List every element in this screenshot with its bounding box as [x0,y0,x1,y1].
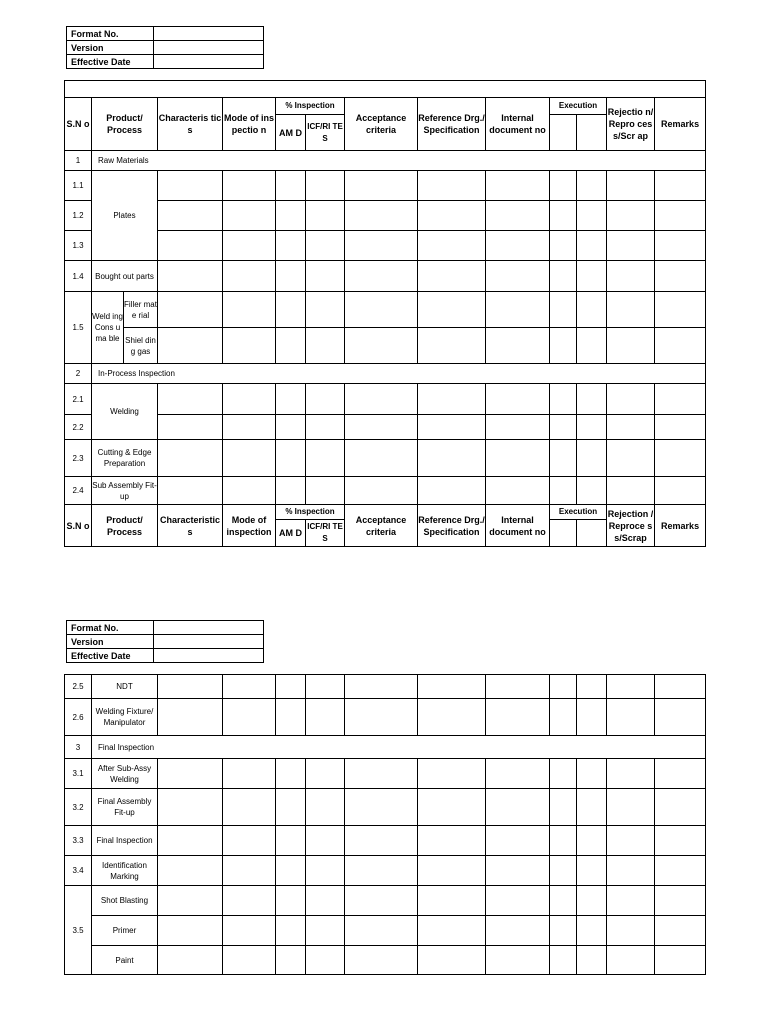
effective-date-value[interactable] [154,55,264,69]
cell[interactable] [418,946,486,975]
cell[interactable] [276,477,306,505]
format-no-label: Format No. [67,27,154,41]
cell[interactable] [276,886,306,916]
cell[interactable] [158,477,223,505]
cell[interactable] [607,759,655,789]
cell[interactable] [550,946,577,975]
cell[interactable] [276,328,306,364]
cell[interactable] [223,826,276,856]
cell[interactable] [577,477,607,505]
cell[interactable] [276,384,306,415]
footer-header-mode: Mode of inspection [223,505,276,547]
row-number: 3.3 [65,826,92,856]
cell[interactable] [655,789,706,826]
cell[interactable] [577,946,607,975]
footer-header-reference: Reference Drg./ Specification [418,505,486,547]
cell[interactable] [223,415,276,440]
cell[interactable] [577,699,607,736]
footer-header-amd: AM D [276,520,306,547]
cell[interactable] [655,171,706,201]
footer-header-pct-inspection: % Inspection [276,505,345,520]
cell[interactable] [655,292,706,328]
cell[interactable] [276,826,306,856]
cell[interactable] [223,440,276,477]
row-label: Shot Blasting [92,886,158,916]
cell[interactable] [306,826,345,856]
cell[interactable] [345,946,418,975]
row-label: Bought out parts [92,261,158,292]
row-number: 3.1 [65,759,92,789]
header-amd: AM D [276,115,306,151]
cell[interactable] [306,231,345,261]
cell[interactable] [223,856,276,886]
row-number: 1.5 [65,292,92,364]
cell[interactable] [607,292,655,328]
row-label: Weld ing Cons uma ble [92,292,124,364]
cell[interactable] [345,759,418,789]
cell[interactable] [607,261,655,292]
cell[interactable] [550,415,577,440]
cell[interactable] [223,292,276,328]
cell[interactable] [550,384,577,415]
section-title: Final Inspection [92,736,706,759]
row-number: 1.1 [65,171,92,201]
cell[interactable] [276,171,306,201]
cell[interactable] [655,759,706,789]
cell[interactable] [345,201,418,231]
cell[interactable] [655,916,706,946]
cell[interactable] [418,477,486,505]
row-label: Welding Fixture/ Manipulator [92,699,158,736]
cell[interactable] [345,826,418,856]
cell[interactable] [607,477,655,505]
row-label: Identification Marking [92,856,158,886]
cell[interactable] [486,201,550,231]
cell[interactable] [223,886,276,916]
cell[interactable] [276,675,306,699]
row-label: Final Assembly Fit-up [92,789,158,826]
cell[interactable] [607,856,655,886]
cell[interactable] [550,916,577,946]
cell[interactable] [607,699,655,736]
inspection-table-1 [64,80,706,547]
header-acceptance: Acceptance criteria [345,98,418,151]
inspection-table-2 [64,674,706,975]
cell[interactable] [158,826,223,856]
cell[interactable] [418,292,486,328]
cell[interactable] [577,415,607,440]
header-exec-1 [550,115,577,151]
cell[interactable] [345,789,418,826]
cell[interactable] [276,415,306,440]
cell[interactable] [607,826,655,856]
cell[interactable] [418,886,486,916]
cell[interactable] [223,477,276,505]
cell[interactable] [418,856,486,886]
version-value[interactable] [154,635,264,649]
cell[interactable] [486,231,550,261]
row-number: 2.6 [65,699,92,736]
row-number: 3.2 [65,789,92,826]
cell[interactable] [486,440,550,477]
cell[interactable] [607,675,655,699]
cell[interactable] [418,759,486,789]
format-block-2 [66,620,264,663]
cell[interactable] [577,886,607,916]
cell[interactable] [345,328,418,364]
cell[interactable] [418,916,486,946]
row-label: Final Inspection [92,826,158,856]
cell[interactable] [276,201,306,231]
cell[interactable] [158,856,223,886]
header-sno: S.N o [65,98,92,151]
cell[interactable] [577,789,607,826]
cell[interactable] [223,261,276,292]
section-title: In-Process Inspection [92,364,706,384]
cell[interactable] [345,261,418,292]
cell[interactable] [345,477,418,505]
row-number: 2.3 [65,440,92,477]
cell[interactable] [418,440,486,477]
effective-date-label: Effective Date [67,55,154,69]
cell[interactable] [158,916,223,946]
cell[interactable] [306,699,345,736]
cell[interactable] [306,946,345,975]
cell[interactable] [158,699,223,736]
cell[interactable] [223,699,276,736]
cell[interactable] [345,675,418,699]
effective-date-value[interactable] [154,649,264,663]
cell[interactable] [577,440,607,477]
cell[interactable] [223,675,276,699]
cell[interactable] [223,171,276,201]
row-label: Sub Assembly Fit-up [92,477,158,505]
cell[interactable] [577,292,607,328]
cell[interactable] [577,231,607,261]
cell[interactable] [306,886,345,916]
cell[interactable] [306,440,345,477]
effective-date-label: Effective Date [67,649,154,663]
version-label: Version [67,635,154,649]
cell[interactable] [276,759,306,789]
cell[interactable] [223,789,276,826]
cell[interactable] [607,886,655,916]
section-number: 3 [65,736,92,759]
cell[interactable] [486,292,550,328]
section-number: 1 [65,151,92,171]
cell[interactable] [306,292,345,328]
cell[interactable] [158,384,223,415]
cell[interactable] [306,789,345,826]
format-no-value[interactable] [154,621,264,635]
cell[interactable] [607,231,655,261]
cell[interactable] [158,886,223,916]
cell[interactable] [655,440,706,477]
cell[interactable] [486,699,550,736]
cell[interactable] [577,328,607,364]
row-sublabel: Filler mate rial [124,292,158,328]
cell[interactable] [655,886,706,916]
cell[interactable] [223,759,276,789]
footer-header-remarks: Remarks [655,505,706,547]
footer-header-icf: ICF/RI TES [306,520,345,547]
cell[interactable] [486,171,550,201]
footer-header-sno: S.N o [65,505,92,547]
cell[interactable] [306,759,345,789]
cell[interactable] [306,916,345,946]
cell[interactable] [655,231,706,261]
cell[interactable] [655,384,706,415]
header-remarks: Remarks [655,98,706,151]
cell[interactable] [306,675,345,699]
cell[interactable] [486,886,550,916]
cell[interactable] [577,201,607,231]
cell[interactable] [486,415,550,440]
cell[interactable] [655,946,706,975]
cell[interactable] [655,856,706,886]
version-label: Version [67,41,154,55]
cell[interactable] [158,292,223,328]
header-characteristics: Characteris tics [158,98,223,151]
cell[interactable] [306,384,345,415]
row-number: 1.2 [65,201,92,231]
cell[interactable] [550,261,577,292]
header-icf: ICF/RI TES [306,115,345,151]
cell[interactable] [486,916,550,946]
cell[interactable] [158,789,223,826]
cell[interactable] [158,440,223,477]
footer-header-exec-1 [550,520,577,547]
cell[interactable] [345,384,418,415]
cell[interactable] [418,261,486,292]
header-reference: Reference Drg./ Specification [418,98,486,151]
cell[interactable] [655,261,706,292]
cell[interactable] [158,231,223,261]
cell[interactable] [223,916,276,946]
format-no-label: Format No. [67,621,154,635]
cell[interactable] [306,171,345,201]
cell[interactable] [306,415,345,440]
cell[interactable] [158,261,223,292]
cell[interactable] [486,675,550,699]
cell[interactable] [158,201,223,231]
cell[interactable] [418,384,486,415]
cell[interactable] [607,946,655,975]
row-number: 2.5 [65,675,92,699]
cell[interactable] [276,440,306,477]
cell[interactable] [345,916,418,946]
header-pct-inspection: % Inspection [276,98,345,115]
cell[interactable] [486,826,550,856]
footer-header-internal-doc: Internal document no [486,505,550,547]
cell[interactable] [486,789,550,826]
cell[interactable] [276,789,306,826]
cell[interactable] [550,759,577,789]
table-title-row [65,81,706,98]
cell[interactable] [418,171,486,201]
footer-header-execution: Execution [550,505,607,520]
cell[interactable] [550,699,577,736]
cell[interactable] [550,171,577,201]
row-number: 1.3 [65,231,92,261]
row-number: 2.2 [65,415,92,440]
cell[interactable] [306,477,345,505]
cell[interactable] [577,826,607,856]
cell[interactable] [345,856,418,886]
cell[interactable] [418,789,486,826]
row-label: NDT [92,675,158,699]
cell[interactable] [158,946,223,975]
cell[interactable] [577,856,607,886]
cell[interactable] [158,328,223,364]
cell[interactable] [345,415,418,440]
cell[interactable] [223,231,276,261]
cell[interactable] [486,328,550,364]
cell[interactable] [655,328,706,364]
cell[interactable] [276,856,306,886]
cell[interactable] [276,916,306,946]
cell[interactable] [607,789,655,826]
cell[interactable] [418,675,486,699]
section-title: Raw Materials [92,151,706,171]
cell[interactable] [486,384,550,415]
cell[interactable] [345,231,418,261]
format-block-1 [66,26,264,69]
cell[interactable] [607,171,655,201]
cell[interactable] [550,231,577,261]
cell[interactable] [158,415,223,440]
cell[interactable] [577,916,607,946]
cell[interactable] [486,946,550,975]
cell[interactable] [550,477,577,505]
cell[interactable] [418,231,486,261]
cell[interactable] [655,477,706,505]
row-number: 2.4 [65,477,92,505]
cell[interactable] [655,826,706,856]
cell[interactable] [550,440,577,477]
cell[interactable] [550,856,577,886]
cell[interactable] [655,415,706,440]
cell[interactable] [345,440,418,477]
cell[interactable] [223,328,276,364]
cell[interactable] [276,231,306,261]
cell[interactable] [550,201,577,231]
cell[interactable] [550,886,577,916]
cell[interactable] [345,886,418,916]
cell[interactable] [276,292,306,328]
format-no-value[interactable] [154,27,264,41]
cell[interactable] [655,675,706,699]
row-label: Paint [92,946,158,975]
cell[interactable] [607,916,655,946]
header-exec-2 [577,115,607,151]
header-mode: Mode of inspectio n [223,98,276,151]
row-label: Primer [92,916,158,946]
cell[interactable] [418,328,486,364]
cell[interactable] [577,759,607,789]
cell[interactable] [158,171,223,201]
footer-header-rejection: Rejection /Reproce ss/Scrap [607,505,655,547]
cell[interactable] [345,292,418,328]
cell[interactable] [345,171,418,201]
cell[interactable] [345,699,418,736]
cell[interactable] [655,201,706,231]
cell[interactable] [418,699,486,736]
cell[interactable] [306,261,345,292]
cell[interactable] [550,675,577,699]
row-number: 3.5 [65,886,92,975]
cell[interactable] [418,415,486,440]
cell[interactable] [158,759,223,789]
row-label: Plates [92,171,158,261]
footer-header-exec-2 [577,520,607,547]
cell[interactable] [223,946,276,975]
cell[interactable] [607,384,655,415]
row-number: 2.1 [65,384,92,415]
row-number: 1.4 [65,261,92,292]
footer-header-acceptance: Acceptance criteria [345,505,418,547]
cell[interactable] [577,261,607,292]
cell[interactable] [276,261,306,292]
cell[interactable] [550,292,577,328]
cell[interactable] [486,477,550,505]
row-number: 3.4 [65,856,92,886]
cell[interactable] [607,415,655,440]
cell[interactable] [607,440,655,477]
cell[interactable] [158,675,223,699]
cell[interactable] [607,201,655,231]
cell[interactable] [577,171,607,201]
cell[interactable] [418,201,486,231]
cell[interactable] [306,201,345,231]
header-product: Product/ Process [92,98,158,151]
row-label: Cutting & Edge Preparation [92,440,158,477]
cell[interactable] [655,699,706,736]
cell[interactable] [306,856,345,886]
row-label: After Sub-Assy Welding [92,759,158,789]
cell[interactable] [607,328,655,364]
version-value[interactable] [154,41,264,55]
header-rejection: Rejectio n/Repro cess/Scr ap [607,98,655,151]
footer-header-product: Product/ Process [92,505,158,547]
cell[interactable] [223,201,276,231]
row-label: Welding [92,384,158,440]
cell[interactable] [223,384,276,415]
row-sublabel: Shiel ding gas [124,328,158,364]
cell[interactable] [276,946,306,975]
cell[interactable] [276,699,306,736]
cell[interactable] [550,789,577,826]
footer-header-characteristics: Characteristic s [158,505,223,547]
section-number: 2 [65,364,92,384]
cell[interactable] [550,826,577,856]
cell[interactable] [577,384,607,415]
header-internal-doc: Internal document no [486,98,550,151]
header-execution: Execution [550,98,607,115]
cell[interactable] [550,328,577,364]
cell[interactable] [577,675,607,699]
cell[interactable] [418,826,486,856]
cell[interactable] [486,856,550,886]
cell[interactable] [486,261,550,292]
cell[interactable] [486,759,550,789]
cell[interactable] [306,328,345,364]
